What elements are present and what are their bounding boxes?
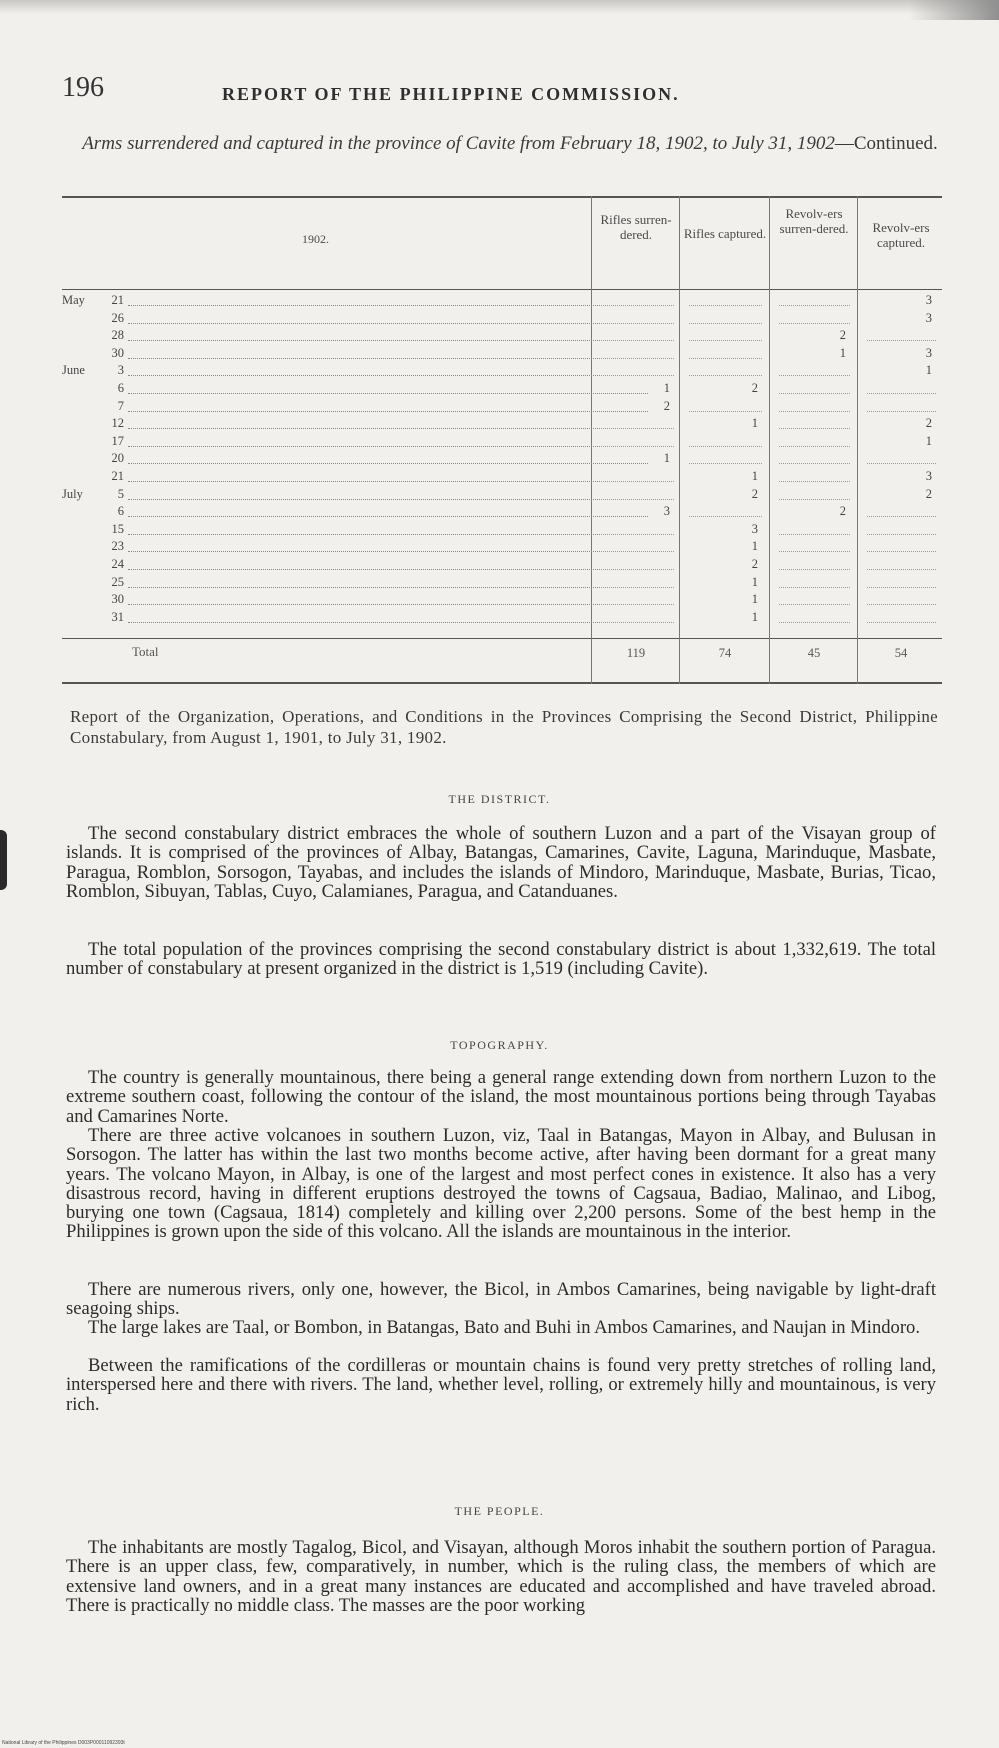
empty-cell-dots	[601, 587, 674, 588]
paragraph: The inhabitants are mostly Tagalog, Bicol, and Visayan, although Moros inhabit the southern portion of Paragua. There is an upper class, few, comparatively, in number, which is the ruling class, the members of which are extensive land owners, and in a great many instances are educated and accomplished and have traveled abroad. There is practically no middle class. The masses are the poor working	[66, 1537, 936, 1616]
scan-shadow-top	[0, 0, 999, 14]
year-header: 1902.	[302, 232, 329, 246]
section-heading-people: THE PEOPLE.	[454, 1504, 545, 1518]
row-date	[62, 399, 124, 414]
col-header-rifles-surrendered: Rifles surren-dered.	[600, 212, 672, 242]
table-header-rule	[62, 289, 942, 290]
empty-cell-dots	[779, 604, 850, 605]
row-date	[62, 610, 124, 625]
total-rifles-captured: 74	[718, 646, 732, 660]
empty-cell-dots	[867, 551, 936, 552]
empty-cell-dots	[867, 393, 936, 394]
empty-cell-dots	[601, 358, 674, 359]
row-date	[62, 592, 124, 607]
library-footer: National Library of the Philippines D003P00011092393t	[2, 1740, 125, 1746]
row-day: 26	[111, 310, 124, 325]
table-cell: 2	[751, 557, 758, 571]
empty-cell-dots	[689, 463, 762, 464]
empty-cell-dots	[689, 516, 762, 517]
section-heading-topography: TOPOGRAPHY.	[450, 1038, 549, 1052]
empty-cell-dots	[779, 428, 850, 429]
table-caption-text: Arms surrendered and captured in the province of Cavite from February 18, 1902, to July 31, 1902	[82, 133, 835, 154]
table-cell: 1	[751, 609, 758, 624]
page-header	[62, 72, 942, 112]
table-cell: 2	[839, 328, 846, 343]
row-day: 31	[111, 609, 124, 624]
leader-dots	[128, 604, 648, 605]
leader-dots	[128, 323, 648, 324]
row-day: 28	[111, 328, 124, 343]
row-day: 12	[111, 416, 124, 431]
total-rifles-surrendered: 119	[626, 646, 646, 660]
leader-dots	[128, 340, 648, 341]
row-day: 30	[111, 592, 124, 607]
binding-mark	[0, 830, 7, 890]
paragraph: The second constabulary district embraces the whole of southern Luzon and a part of the Visayan group of islands. It is comprised of the provinces of Albay, Batangas, Camarines, Cavite, Laguna, Marinduque, Masbate, Paragua, Romblon, Sorsogon, Tayabas, and includes the islands of Mindoro, Marinduque, Masbate, Burias, Ticao, Romblon, Sibuyan, Tablas, Cuyo, Calamianes, Paragua, and Catanduanes.	[66, 823, 936, 902]
empty-cell-dots	[601, 305, 674, 306]
leader-dots	[128, 446, 648, 447]
section-heading-district: THE DISTRICT.	[448, 792, 551, 806]
leader-dots	[128, 305, 648, 306]
leader-dots	[128, 393, 648, 394]
table-column-divider	[769, 196, 770, 684]
table-cell: 1	[663, 381, 670, 395]
row-date	[62, 504, 124, 519]
table-cell: 2	[839, 504, 846, 519]
row-date	[62, 363, 124, 378]
leader-dots	[128, 534, 648, 535]
table-cell: 1	[751, 469, 758, 483]
row-date	[62, 487, 124, 502]
table-cell: 2	[751, 381, 758, 395]
table-cell: 2	[925, 416, 932, 431]
empty-cell-dots	[867, 340, 936, 341]
leader-dots	[128, 428, 648, 429]
row-month: June	[62, 363, 85, 378]
empty-cell-dots	[779, 463, 850, 464]
scan-shadow-corner	[909, 0, 999, 20]
empty-cell-dots	[601, 622, 674, 623]
report-title: Report of the Organization, Operations, and Conditions in the Provinces Comprising the Second District, Philippine Constabulary, from August 1, 1901, to July 31, 1902.	[70, 707, 938, 747]
empty-cell-dots	[601, 323, 674, 324]
empty-cell-dots	[689, 323, 762, 324]
empty-cell-dots	[779, 446, 850, 447]
row-day: 7	[117, 398, 124, 413]
col-header-revolvers-surrendered: Revolv-ers surren-dered.	[779, 206, 849, 236]
empty-cell-dots	[689, 340, 762, 341]
empty-cell-dots	[601, 340, 674, 341]
empty-cell-dots	[867, 463, 936, 464]
row-date	[62, 575, 124, 590]
leader-dots	[128, 499, 648, 500]
row-day: 21	[111, 469, 124, 483]
row-date	[62, 328, 124, 343]
empty-cell-dots	[867, 411, 936, 412]
leader-dots	[128, 481, 648, 482]
page-number: 196	[62, 72, 104, 103]
empty-cell-dots	[689, 375, 762, 376]
row-day: 30	[111, 345, 124, 360]
table-cell: 1	[925, 433, 932, 448]
paragraph: The total population of the provinces comprising the second constabulary district is about 1,332,619. The total number of constabulary at present organized in the district is 1,519 (including Cavite).	[66, 939, 936, 980]
empty-cell-dots	[867, 622, 936, 623]
empty-cell-dots	[779, 393, 850, 394]
total-revolvers-captured: 54	[894, 646, 908, 660]
leader-dots	[128, 375, 648, 376]
table-cell: 3	[925, 469, 932, 483]
leader-dots	[128, 587, 648, 588]
paragraph: The country is generally mountainous, there being a general range extending down from northern Luzon to the extreme southern coast, following the contour of the island, the most mountainous portions being through Tayabas and Camarines Norte.	[66, 1067, 936, 1127]
row-date	[62, 451, 124, 466]
row-date	[62, 434, 124, 449]
table-cell: 3	[925, 310, 932, 325]
table-column-divider	[591, 196, 592, 684]
table-cell: 2	[663, 398, 670, 413]
empty-cell-dots	[601, 428, 674, 429]
leader-dots	[128, 411, 648, 412]
row-day: 20	[111, 451, 124, 466]
empty-cell-dots	[601, 534, 674, 535]
table-caption	[70, 132, 950, 156]
empty-cell-dots	[779, 587, 850, 588]
row-date	[62, 293, 124, 308]
leader-dots	[128, 463, 648, 464]
empty-cell-dots	[601, 569, 674, 570]
table-cell: 1	[663, 451, 670, 466]
empty-cell-dots	[779, 569, 850, 570]
empty-cell-dots	[867, 516, 936, 517]
empty-cell-dots	[689, 305, 762, 306]
row-day: 6	[117, 381, 124, 395]
row-day: 15	[111, 521, 124, 536]
table-total-rule	[62, 638, 942, 639]
empty-cell-dots	[689, 358, 762, 359]
empty-cell-dots	[867, 587, 936, 588]
running-head: REPORT OF THE PHILIPPINE COMMISSION.	[222, 84, 680, 104]
empty-cell-dots	[779, 323, 850, 324]
empty-cell-dots	[601, 551, 674, 552]
row-date	[62, 381, 124, 396]
table-cell: 3	[663, 504, 670, 519]
empty-cell-dots	[867, 569, 936, 570]
row-date	[62, 469, 124, 484]
leader-dots	[128, 516, 648, 517]
row-date	[62, 346, 124, 361]
col-header-rifles-captured: Rifles captured.	[683, 226, 767, 241]
empty-cell-dots	[779, 622, 850, 623]
empty-cell-dots	[867, 534, 936, 535]
empty-cell-dots	[779, 305, 850, 306]
paragraph: The large lakes are Taal, or Bombon, in Batangas, Bato and Buhi in Ambos Camarines, and Naujan in Mindoro.	[88, 1317, 920, 1338]
empty-cell-dots	[779, 534, 850, 535]
row-month: July	[62, 486, 83, 501]
row-day: 5	[117, 486, 124, 501]
empty-cell-dots	[601, 446, 674, 447]
row-day: 25	[111, 574, 124, 589]
paragraph: There are numerous rivers, only one, however, the Bicol, in Ambos Camarines, being navigable by light-draft seagoing ships.	[66, 1279, 936, 1320]
leader-dots	[128, 358, 648, 359]
row-day: 6	[117, 504, 124, 519]
table-cell: 1	[751, 574, 758, 589]
row-month: May	[62, 293, 85, 307]
table-cell: 2	[751, 486, 758, 501]
empty-cell-dots	[601, 604, 674, 605]
paragraph: Between the ramifications of the cordilleras or mountain chains is found very pretty stretches of rolling land, interspersed here and there with rivers. The land, whether level, rolling, or extremely hilly and mountainous, is very rich.	[66, 1355, 936, 1415]
row-day: 24	[111, 557, 124, 571]
table-caption-suffix: —Continued.	[834, 133, 938, 154]
table-cell: 1	[839, 345, 846, 360]
leader-dots	[128, 622, 648, 623]
empty-cell-dots	[867, 604, 936, 605]
row-date	[62, 416, 124, 431]
table-cell: 1	[751, 539, 758, 554]
col-header-revolvers-captured: Revolv-ers captured.	[872, 220, 930, 250]
table-cell: 1	[751, 592, 758, 607]
row-day: 17	[111, 433, 124, 448]
row-day: 3	[117, 363, 124, 378]
leader-dots	[128, 569, 648, 570]
table-cell: 1	[925, 363, 932, 378]
empty-cell-dots	[779, 375, 850, 376]
empty-cell-dots	[689, 411, 762, 412]
table-column-divider	[679, 196, 680, 684]
row-day: 21	[111, 293, 124, 307]
paragraph: There are three active volcanoes in southern Luzon, viz, Taal in Batangas, Mayon in Albay, and Bulusan in Sorsogon. The latter has within the last two months become active, after having been dormant for a great many years. The volcano Mayon, in Albay, is one of the largest and most perfect cones in existence. It also has a very disastrous record, having in different eruptions destroyed the towns of Cagsaua, Badiao, Malinao, and Libog, burying one town (Cagsaua, 1814) completely and killing over 2,200 persons. Some of the best hemp in the Philippines is grown upon the side of this volcano. All the islands are mountainous in the interior.	[66, 1125, 936, 1243]
arms-table	[62, 196, 942, 684]
empty-cell-dots	[779, 411, 850, 412]
table-cell: 3	[751, 521, 758, 536]
table-cell: 2	[925, 486, 932, 501]
row-date	[62, 539, 124, 554]
table-bottom-rule	[62, 682, 942, 684]
empty-cell-dots	[779, 551, 850, 552]
total-label: Total	[132, 644, 159, 659]
table-top-rule	[62, 196, 942, 198]
row-day: 23	[111, 539, 124, 554]
empty-cell-dots	[601, 375, 674, 376]
total-revolvers-surrendered: 45	[807, 646, 821, 660]
table-column-divider	[857, 196, 858, 684]
row-date	[62, 311, 124, 326]
empty-cell-dots	[779, 499, 850, 500]
table-cell: 3	[925, 293, 932, 307]
empty-cell-dots	[601, 499, 674, 500]
row-date	[62, 522, 124, 537]
empty-cell-dots	[601, 481, 674, 482]
empty-cell-dots	[779, 481, 850, 482]
empty-cell-dots	[689, 446, 762, 447]
table-cell: 3	[925, 345, 932, 360]
table-cell: 1	[751, 416, 758, 431]
row-date	[62, 557, 124, 572]
leader-dots	[128, 551, 648, 552]
